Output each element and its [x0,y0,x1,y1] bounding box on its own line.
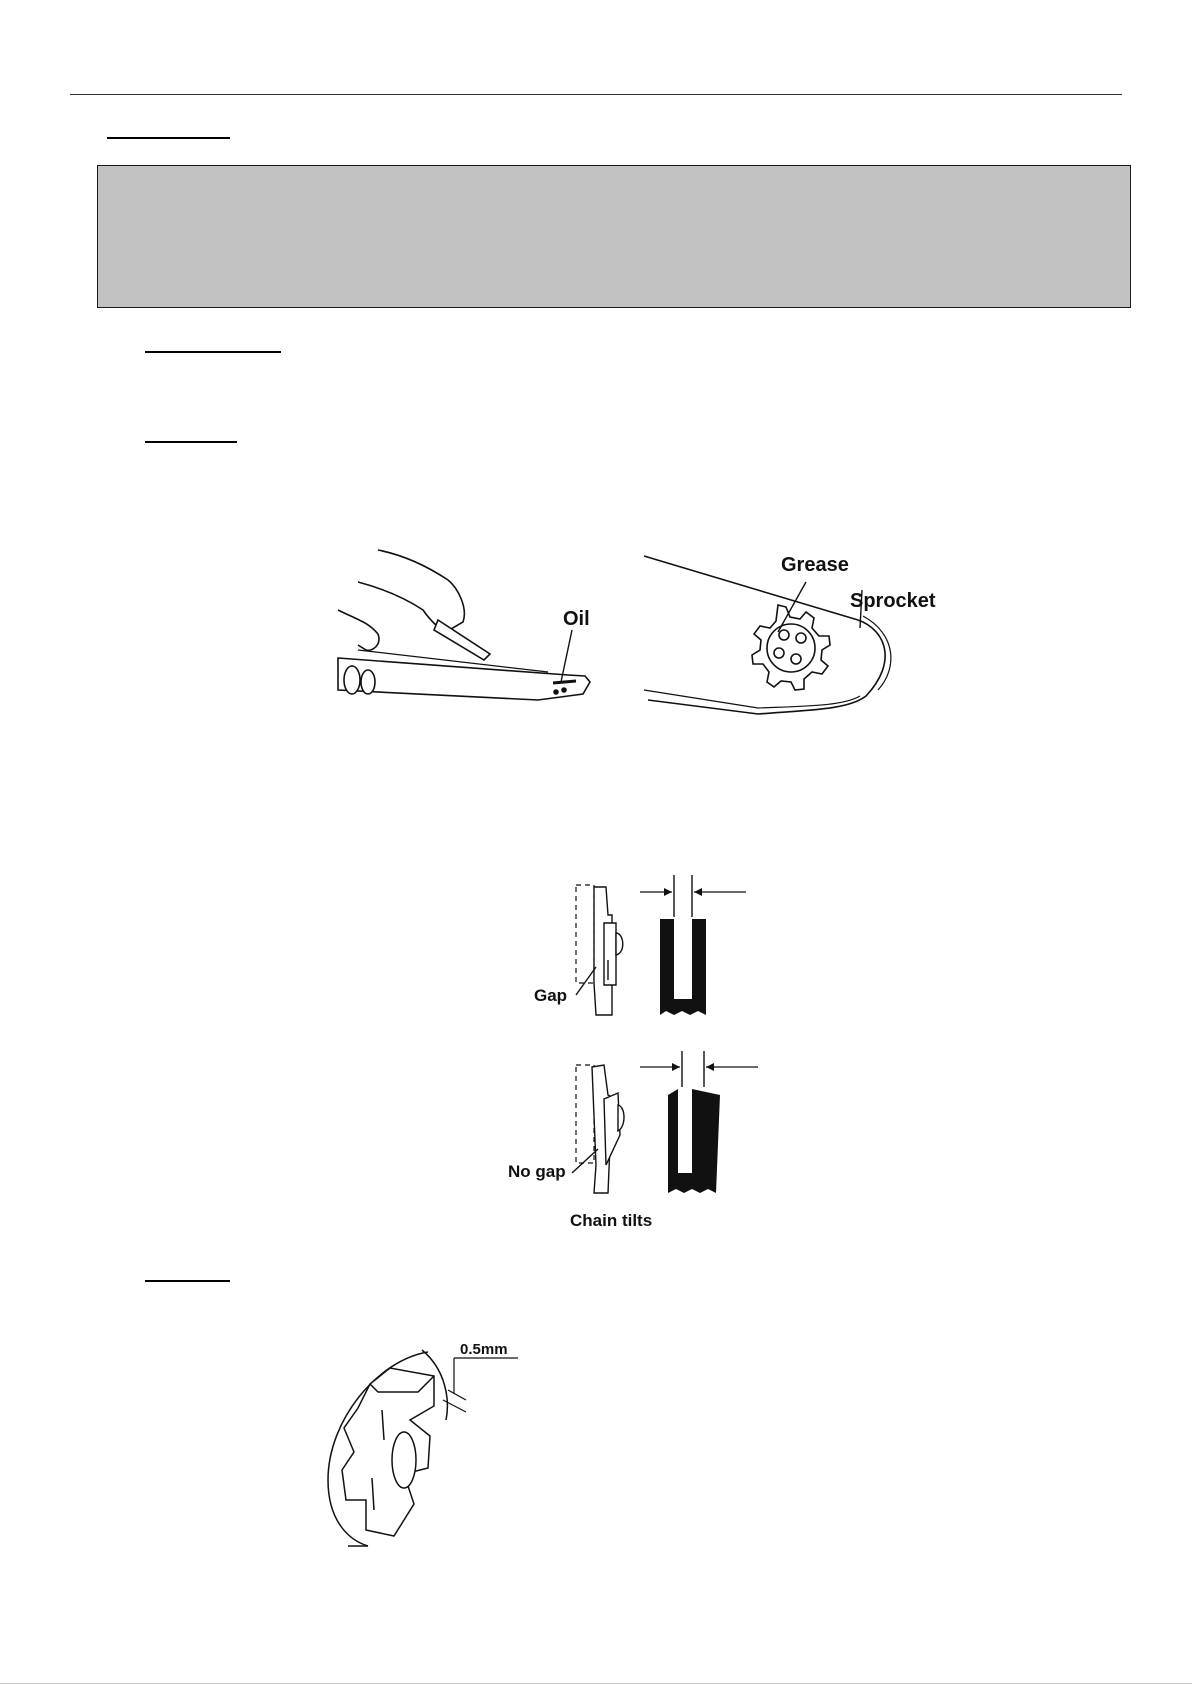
sprocket-wear-figure [318,1341,538,1555]
notice-box [97,165,1131,308]
chain-outline-dashed [576,885,594,983]
measurement-label: 0.5mm [460,1341,508,1358]
gap-label: Gap [534,986,568,1005]
guide-bar-illustration [338,650,590,700]
chain-side-view-tilted [592,1065,624,1193]
chain-tilts-label: Chain tilts [570,1211,653,1230]
chain-side-view-upright [594,887,623,1015]
sprocket-label: Sprocket [850,590,936,612]
section-heading-underline [107,137,230,139]
bar-lubrication-figure [338,550,938,720]
subheading-underline-3 [145,1280,230,1282]
oil-label: Oil [563,608,590,630]
chain-outline-dashed-worn [576,1065,594,1163]
footer-rule [0,1683,1192,1684]
measurement-tick [448,1390,466,1400]
no-gap-label: No gap [508,1162,566,1181]
chain-tilt-figure [500,875,780,1235]
grease-label: Grease [781,554,849,576]
header-rule [70,94,1122,95]
subheading-underline-1 [145,351,281,353]
gap-pointer [576,967,596,995]
subheading-underline-2 [145,441,237,443]
drive-sprocket-illustration [328,1350,447,1546]
bar-groove-good [660,919,706,1015]
bar-groove-worn [668,1089,720,1193]
